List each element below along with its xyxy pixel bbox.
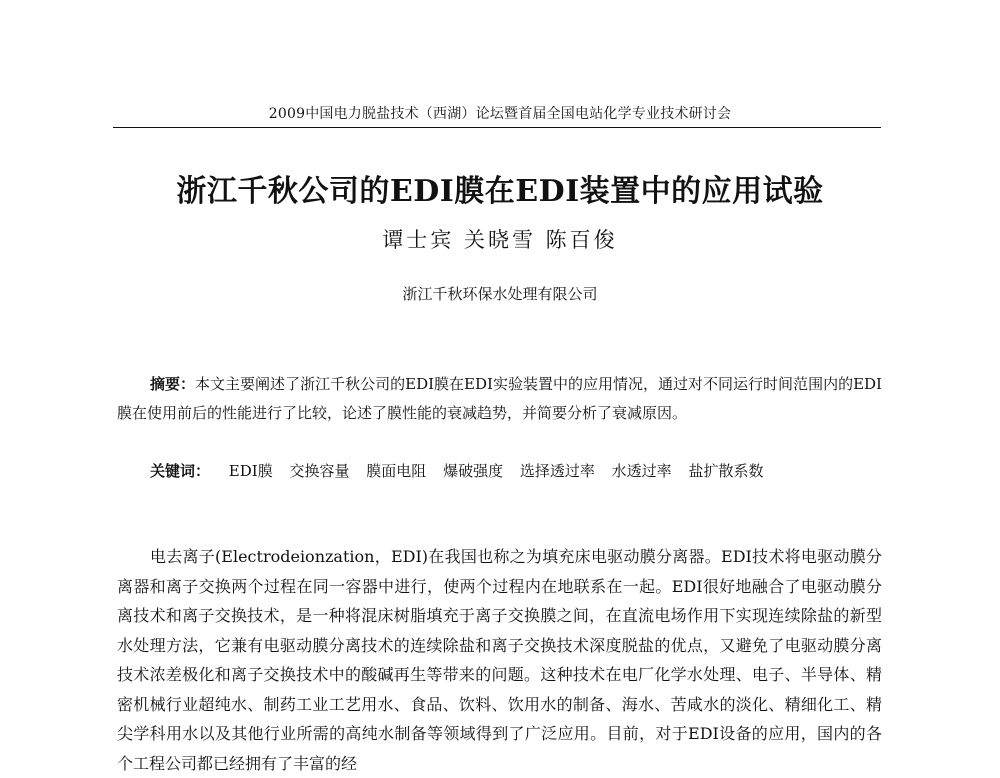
keyword: 水透过率 (611, 462, 672, 480)
keyword: 膜面电阻 (366, 462, 427, 480)
running-header: 2009中国电力脱盐技术（西湖）论坛暨首届全国电站化学专业技术研讨会 (268, 106, 732, 122)
abstract-text: 本文主要阐述了浙江千秋公司的EDI膜在EDI实验装置中的应用情况，通过对不同运行时间范围内的EDI膜在使用前后的性能进行了比较，论述了膜性能的衰减趋势，并简要分析了衰减原因。 (117, 375, 882, 422)
keyword: 爆破强度 (443, 462, 504, 480)
header-rule (113, 127, 881, 128)
affiliation: 浙江千秋环保水处理有限公司 (402, 285, 598, 303)
paper-title: 浙江千秋公司的EDI膜在EDI装置中的应用试验 (176, 174, 824, 209)
abstract (117, 370, 882, 428)
keywords (150, 457, 882, 486)
keywords-label: 关键词： (150, 462, 211, 480)
keyword: EDI膜 (228, 462, 273, 480)
keyword: 交换容量 (289, 462, 350, 480)
authors: 谭士宾 关晓雪 陈百俊 (382, 228, 618, 252)
abstract-label: 摘要： (150, 375, 196, 393)
keyword: 盐扩散系数 (688, 462, 764, 480)
keyword: 选择透过率 (519, 462, 595, 480)
body-paragraph: 电去离子(Electrodeionzation，EDI)在我国也称之为填充床电驱动膜分离器。EDI技术将电驱动膜分离器和离子交换两个过程在同一容器中进行，使两个过程内在地联系在一起。EDI很好地融合了电驱动膜分离技术和离子交换技术，是一种将混床树脂填充于离子交换膜之间，在直流电场作用下实现连续除盐的新型水处理方法，它兼有电驱动膜分离技术的连续除盐和离子交换技术深度脱盐的优点，又避免了电驱动膜分离技术浓差极化和离子交换技术中的酸碱再生等带来的问题。这种技术在电厂化学水处理、电子、半导体、精密机械行业超纯水、制药工业工艺用水、食品、饮料、饮用水的制备、海水、苦咸水的淡化、精细化工、精尖学科用水以及其他行业所需的高纯水制备等领域得到了广泛应用。目前，对于EDI设备的应用，国内的各个工程公司都已经拥有了丰富的经 (117, 547, 882, 773)
